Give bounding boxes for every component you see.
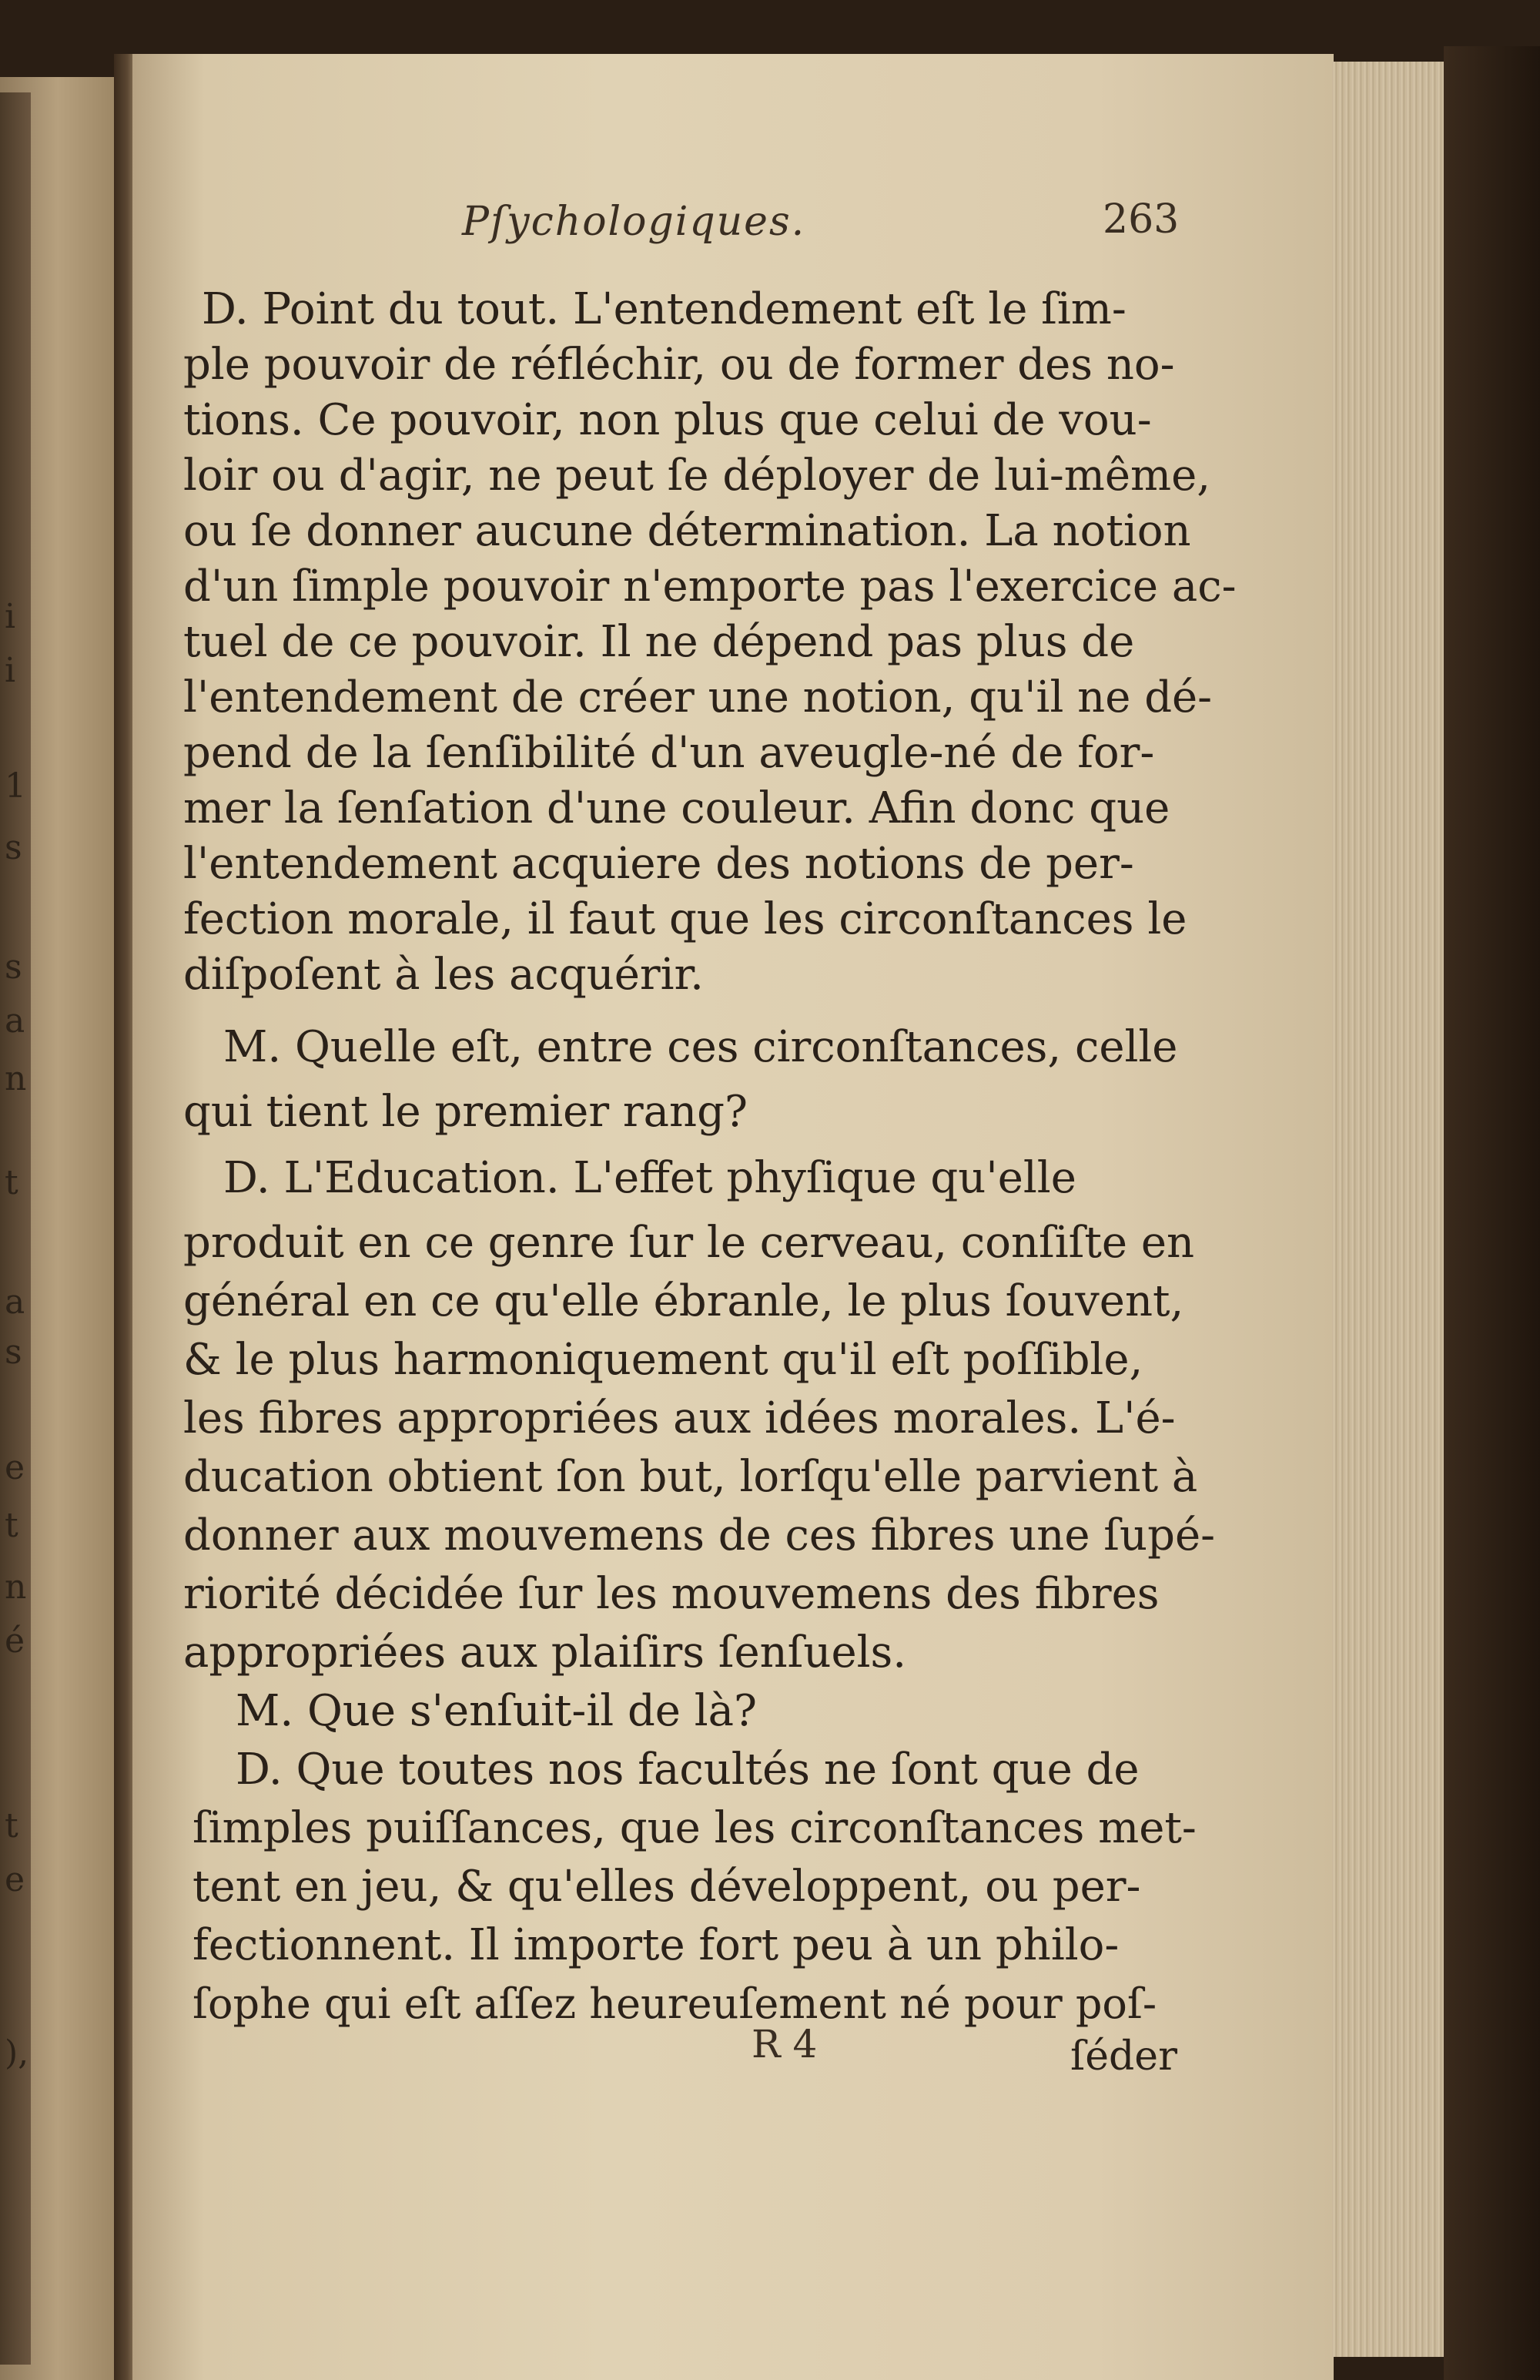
running-title: Pſychologiques. [462,199,806,245]
text-line: ple pouvoir de réfléchir, ou de former des no- [183,340,1175,390]
text-line: d'un ſimple pouvoir n'emporte pas l'exercice ac- [183,561,1237,612]
facing-fragment: n [5,1567,27,1607]
text-line: ou ſe donner aucune détermination. La notion [183,506,1191,556]
facing-fragment: i [5,597,16,636]
facing-fragment: a [5,1001,25,1041]
facing-fragment: s [5,1332,22,1372]
facing-fragment: 1 [5,766,26,806]
facing-fragment: t [5,1806,18,1845]
page-number: 263 [1103,196,1180,243]
facing-fragment: s [5,828,22,867]
text-line: fection morale, il faut que les circonſtances le [183,894,1187,944]
text-line: l'entendement acquiere des notions de per- [183,839,1134,889]
facing-fragment: ), [5,2033,29,2073]
text-line: pend de la ſenſibilité d'un aveugle-né de for- [183,728,1155,778]
catchword: ſéder [1070,2033,1177,2080]
text-line: D. Point du tout. L'entendement eſt le ſim- [202,284,1127,334]
facing-fragment: t [5,1163,18,1202]
text-line: & le plus harmoniquement qu'il eſt poſſible, [183,1335,1143,1385]
text-line: loir ou d'agir, ne peut ſe déployer de lui-même, [183,451,1211,501]
text-line: l'entendement de créer une notion, qu'il ne dé- [183,672,1213,722]
text-line: diſpoſent à les acquérir. [183,950,704,1000]
facing-fragment: a [5,1282,25,1322]
text-line: riorité décidée ſur les mouvemens des fibres [183,1569,1160,1619]
facing-fragment: s [5,947,22,987]
facing-fragment: n [5,1059,27,1098]
text-line: donner aux mouvemens de ces fibres une ſupé- [183,1510,1216,1560]
text-line: M. Que s'enſuit-il de là? [236,1686,758,1736]
text-line: qui tient le premier rang? [183,1087,748,1137]
text-line: général en ce qu'elle ébranle, le plus ſouvent, [183,1276,1184,1326]
text-line: produit en ce genre ſur le cerveau, conſiſte en [183,1218,1195,1268]
text-line: tions. Ce pouvoir, non plus que celui de vou- [183,395,1152,445]
text-line: tuel de ce pouvoir. Il ne dépend pas plus de [183,617,1135,667]
facing-fragment: i [5,651,16,690]
facing-fragment: e [5,1448,25,1487]
text-line: les fibres appropriées aux idées morales. L'é- [183,1393,1176,1443]
text-line: mer la ſenſation d'une couleur. Afin donc que [183,783,1170,833]
text-line: D. L'Education. L'effet phyſique qu'elle [223,1153,1076,1203]
text-line: tent en jeu, & qu'elles développent, ou per- [192,1862,1141,1912]
text-line: ducation obtient ſon but, lorſqu'elle parvient à [183,1452,1198,1502]
facing-fragment: e [5,1860,25,1899]
facing-fragment: t [5,1506,18,1545]
facing-fragment: é [5,1621,25,1661]
text-line: ſimples puiſſances, que les circonſtances met- [192,1803,1197,1853]
text-line: fectionnent. Il importe fort peu à un philo- [192,1920,1120,1970]
text-line: D. Que toutes nos facultés ne ſont que de [236,1745,1140,1795]
signature-mark: R 4 [752,2022,818,2067]
text-line: ſophe qui eſt aſſez heureuſement né pour poſ- [192,1979,1157,2028]
text-line: appropriées aux plaiſirs ſenſuels. [183,1627,907,1678]
text-line: M. Quelle eſt, entre ces circonſtances, celle [223,1022,1178,1072]
